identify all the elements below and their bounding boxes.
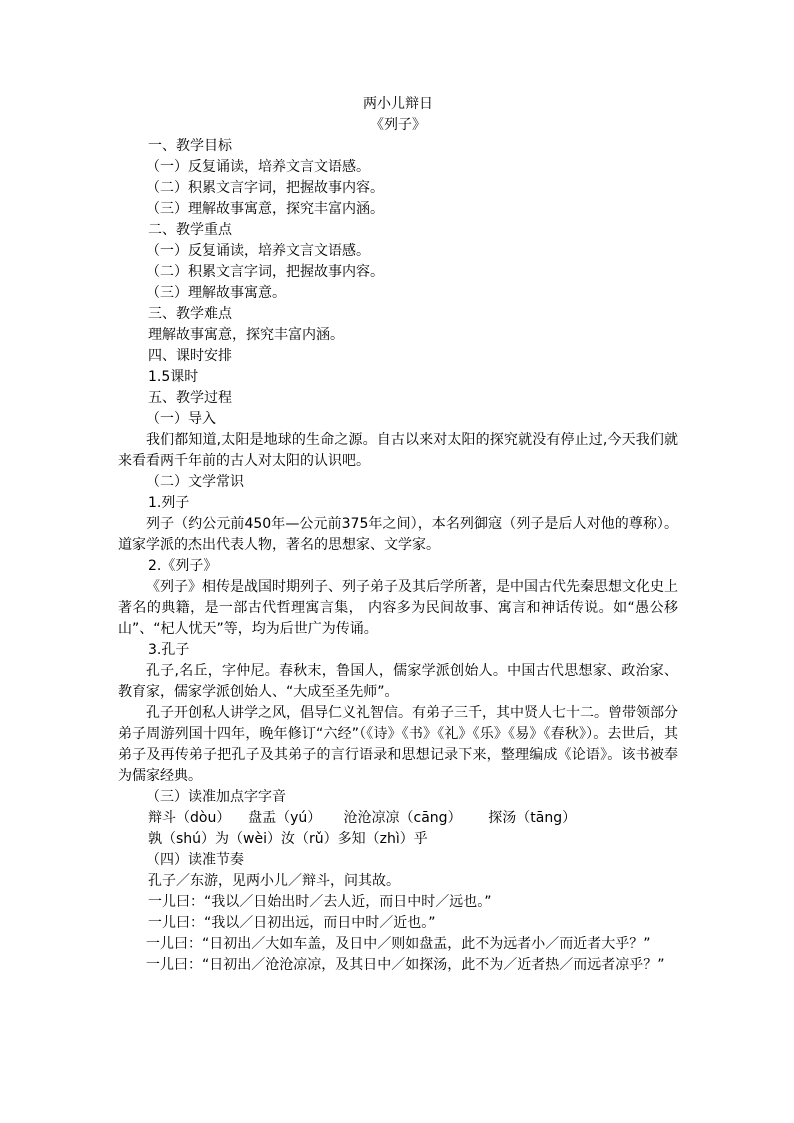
pinyin-row: 辩斗（dòu） 盘盂（yú） 沧沧凉凉（cāng） 探汤（tāng）	[148, 810, 577, 826]
doc-subtitle: 《列子》	[370, 117, 426, 133]
doc-title: 两小儿辩日	[363, 96, 433, 112]
paragraph: 列子（约公元前450年—公元前375年之间），本名列御寇（列子是后人对他的尊称）。道家学派的杰出代表人物，著名的思想家、文学家。	[118, 516, 678, 553]
section-heading: 五、教学过程	[148, 390, 232, 406]
item-heading: 3.孔子	[148, 642, 190, 658]
rhythm-line: 一儿曰：“我以／日初出远，而日中时／近也。”	[148, 915, 436, 931]
list-item: （二）积累文言字词，把握故事内容。	[146, 180, 384, 196]
item-heading: 2.《列子》	[148, 558, 218, 574]
list-item: （二）积累文言字词，把握故事内容。	[146, 264, 384, 280]
subsection-heading: （三）读准加点字字音	[146, 789, 286, 805]
section-heading: 二、教学重点	[148, 222, 232, 238]
list-item: （三）理解故事寓意，探究丰富内涵。	[146, 201, 384, 217]
paragraph: 孔子,名丘，字仲尼。春秋末，鲁国人，儒家学派创始人。中国古代思想家、政治家、教育家，儒家学派创始人、“大成至圣先师”。	[118, 663, 678, 700]
rhythm-line: 一儿曰：“我以／日始出时／去人近，而日中时／远也。”	[148, 894, 492, 910]
section-heading: 四、课时安排	[148, 348, 232, 364]
subsection-heading: （一）导入	[146, 411, 216, 427]
subsection-heading: （四）读准节奏	[146, 852, 244, 868]
rhythm-line: 一儿曰：“日初出／沧沧凉凉，及其日中／如探汤，此不为／近者热／而远者凉乎？”	[146, 957, 665, 973]
body-text: 1.5课时	[148, 369, 199, 385]
list-item: （一）反复诵读，培养文言文语感。	[146, 159, 370, 175]
item-heading: 1.列子	[148, 495, 190, 511]
list-item: （三）理解故事寓意。	[146, 285, 286, 301]
paragraph: 孔子开创私人讲学之风，倡导仁义礼智信。有弟子三千，其中贤人七十二。曾带领部分弟子周游列国十四年，晚年修订“六经”（《诗》《书》《礼》《乐》《易》《春秋》）。去世后，其弟子及再传弟子把孔子及其弟子的言行语录和思想记录下来，整理编成《论语》。该书被奉为儒家经典。	[118, 705, 678, 784]
subsection-heading: （二）文学常识	[146, 474, 244, 490]
section-heading: 三、教学难点	[148, 306, 232, 322]
rhythm-line: 一儿曰：“日初出／大如车盖，及日中／则如盘盂，此不为远者小／而近者大乎？”	[146, 936, 651, 952]
section-heading: 一、教学目标	[148, 138, 232, 154]
paragraph: 我们都知道,太阳是地球的生命之源。自古以来对太阳的探究就没有停止过,今天我们就来看看两千年前的古人对太阳的认识吧。	[118, 432, 678, 469]
body-text: 理解故事寓意，探究丰富内涵。	[148, 327, 344, 343]
paragraph: 《列子》相传是战国时期列子、列子弟子及其后学所著，是中国古代先秦思想文化史上著名的典籍，是一部古代哲理寓言集， 内容多为民间故事、寓言和神话传说。如“愚公移山”、“杞人忧天”等，均为后世广为传诵。	[118, 579, 678, 637]
rhythm-line: 孔子／东游，见两小儿／辩斗，问其故。	[148, 873, 400, 889]
list-item: （一）反复诵读，培养文言文语感。	[146, 243, 370, 259]
pinyin-row: 孰（shú）为（wèi）汝（rǔ）多知（zhì）乎	[148, 831, 428, 847]
document-page	[118, 94, 678, 976]
